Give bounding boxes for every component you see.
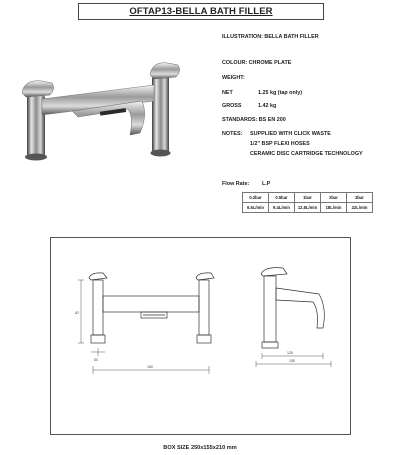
side-view (261, 268, 324, 348)
notes-label: NOTES: (222, 131, 243, 137)
note-item: SUPPLIED WITH CLICK WASTE (250, 131, 331, 137)
flow-rate-label: Flow Rate: (222, 181, 250, 187)
flow-header-cell: 2bar (321, 193, 347, 203)
right-pillar (152, 75, 169, 153)
weight-label: WEIGHT: (222, 75, 245, 81)
flow-value-cell: 9.4L/min (269, 203, 295, 213)
gross-value: 1.42 kg (258, 103, 277, 109)
standards-value: BS EN 200 (258, 117, 286, 123)
flow-header-cell: 1bar (295, 193, 321, 203)
left-base (25, 154, 47, 161)
colour-label: COLOUR: (222, 60, 248, 66)
flow-value-cell: 6.5L/min (243, 203, 269, 213)
colour-value: CHROME PLATE (248, 60, 292, 66)
technical-drawing (51, 238, 350, 434)
flow-rate-table (242, 192, 373, 213)
flow-value-row (243, 203, 373, 213)
flow-rate-value: L.P (262, 181, 271, 187)
note-item: CERAMIC DISC CARTRIDGE TECHNOLOGY (250, 151, 363, 157)
illustration-value: BELLA BATH FILLER (264, 34, 319, 40)
colour-row (222, 60, 291, 66)
standards-row (222, 117, 286, 123)
flow-header-cell: 0.5bar (269, 193, 295, 203)
right-handle (150, 63, 180, 79)
net-label: NET (222, 90, 233, 96)
note-item: 1/2" BSP FLEXI HOSES (250, 141, 310, 147)
front-view (89, 273, 214, 343)
box-size: BOX SIZE 250x155x210 mm (163, 445, 237, 451)
illustration-row (222, 34, 319, 40)
dim-depth-label: 155 (289, 359, 295, 363)
dim-base-label: 50 (94, 358, 98, 362)
dim-height-label: 62 (75, 311, 79, 315)
flow-value-cell: 22L/min (347, 203, 373, 213)
dim-spout-label: 125 (287, 351, 293, 355)
flow-header-cell: 3bar (347, 193, 373, 203)
product-illustration (12, 55, 192, 170)
flow-header-cell: 0.2bar (243, 193, 269, 203)
illustration-label: ILLUSTRATION: (222, 34, 263, 40)
left-handle (22, 81, 54, 97)
standards-label: STANDARDS: (222, 117, 258, 123)
flow-value-cell: 12.8L/min (295, 203, 321, 213)
flow-value-cell: 18L/min (321, 203, 347, 213)
gross-label: GROSS (222, 103, 242, 109)
dim-width-label: 160 (147, 365, 153, 369)
product-title-text: OFTAP13-BELLA BATH FILLER (129, 6, 273, 17)
net-value: 1.25 kg (tap only) (258, 90, 303, 96)
technical-drawing-frame (50, 237, 351, 435)
flow-header-row (243, 193, 373, 203)
product-title (78, 3, 324, 20)
right-base (151, 150, 171, 157)
